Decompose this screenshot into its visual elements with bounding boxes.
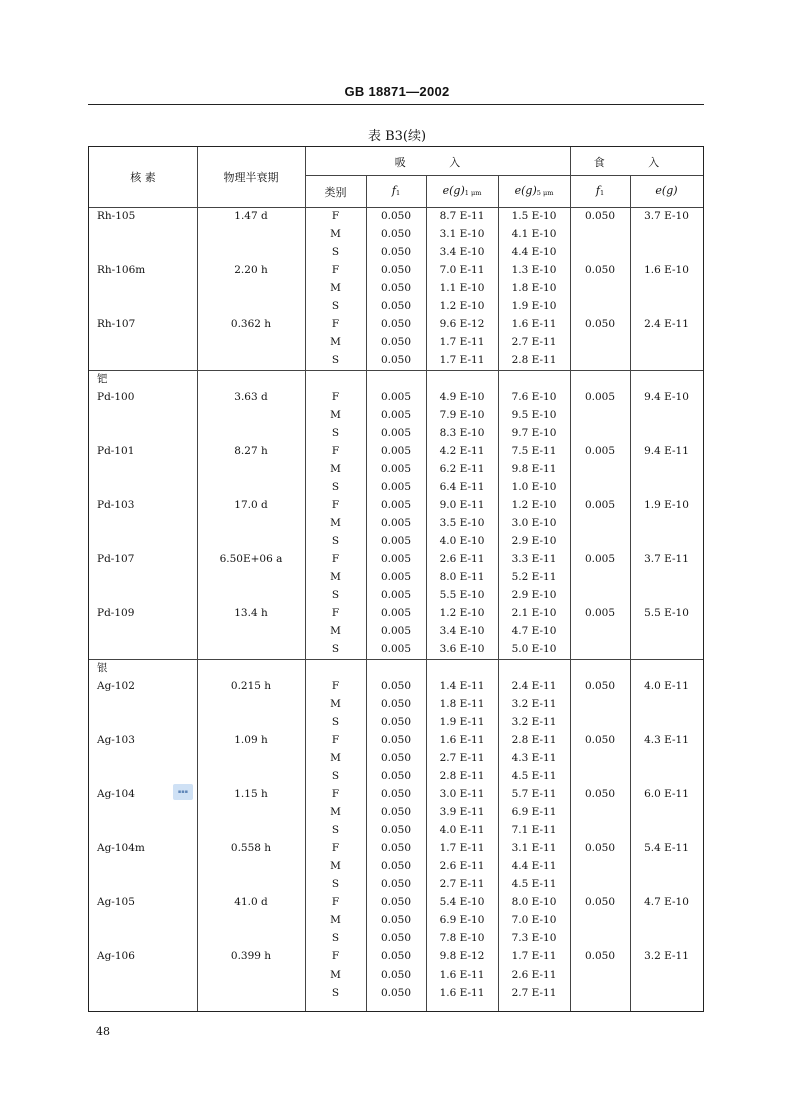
ingestion-f1-value: 0.050 [584,787,616,800]
ingestion-f1-value: 0.005 [584,498,616,511]
inhalation-f1-value: 0.005 [380,607,412,620]
absorption-category: M [330,228,341,241]
eg-1um-value: 1.1 E-10 [439,282,485,295]
eg-5um-value: 9.5 E-10 [511,408,557,421]
eg-1um-value: 3.4 E-10 [439,246,485,259]
inhalation-f1-value: 0.050 [380,715,412,728]
eg-5um-value: 2.9 E-10 [511,589,557,602]
eg-1um-value: 4.0 E-10 [439,535,485,548]
absorption-category: F [331,498,340,511]
inhalation-f1-value: 0.050 [380,878,412,891]
header-eg-5um: $e(g)_{5 \mu m}$ [514,184,554,197]
nuclide-name: Rh-106m [97,264,146,277]
ingestion-eg-value: 6.0 E-11 [644,787,689,800]
ingestion-f1-value: 0.050 [584,950,616,963]
absorption-category: F [331,842,340,855]
eg-5um-value: 7.5 E-11 [511,444,557,457]
absorption-category: S [331,932,340,945]
eg-1um-value: 1.8 E-11 [439,697,485,710]
absorption-category: S [331,769,340,782]
inhalation-f1-value: 0.005 [380,571,412,584]
group-divider [89,370,703,371]
absorption-category: F [331,553,340,566]
eg-5um-value: 4.5 E-11 [511,769,557,782]
ingestion-eg-value: 4.3 E-11 [644,733,689,746]
inhalation-f1-value: 0.050 [380,228,412,241]
ingestion-f1-value: 0.005 [584,390,616,403]
eg-5um-value: 5.2 E-11 [511,571,557,584]
header-rule [88,104,704,105]
eg-5um-value: 4.4 E-11 [511,860,557,873]
eg-1um-value: 8.3 E-10 [439,426,485,439]
inhalation-f1-value: 0.050 [380,246,412,259]
eg-1um-value: 1.7 E-11 [439,336,485,349]
half-life-value: 0.558 h [230,842,272,855]
inhalation-f1-value: 0.050 [380,210,412,222]
half-life-value: 8.27 h [234,444,268,457]
eg-5um-value: 7.0 E-10 [511,914,557,927]
half-life-value: 1.09 h [234,733,268,746]
ingestion-eg-value: 5.4 E-11 [644,842,689,855]
eg-1um-value: 9.6 E-12 [439,318,485,331]
absorption-category: F [331,733,340,746]
absorption-category: M [330,517,341,530]
absorption-category: M [330,408,341,421]
eg-1um-value: 7.8 E-10 [439,932,485,945]
ingestion-f1-value: 0.050 [584,210,616,222]
nuclide-name: Pd-101 [97,444,135,457]
eg-1um-value: 5.5 E-10 [439,589,485,602]
eg-1um-value: 1.6 E-11 [439,733,485,746]
inhalation-f1-value: 0.005 [380,462,412,475]
eg-1um-value: 3.4 E-10 [439,625,485,638]
inhalation-f1-value: 0.050 [380,733,412,746]
eg-5um-value: 5.0 E-10 [511,643,557,656]
absorption-category: M [330,860,341,873]
document-header: GB 18871—2002 [344,84,450,99]
header-ingestion: 食 入 [593,156,680,169]
inhalation-f1-value: 0.050 [380,950,412,963]
eg-1um-value: 3.9 E-11 [439,805,485,818]
half-life-value: 1.15 h [234,787,268,800]
eg-5um-value: 3.3 E-11 [511,553,557,566]
absorption-category: F [331,210,340,222]
inhalation-f1-value: 0.005 [380,589,412,602]
header-half-life: 物理半衰期 [223,171,279,184]
ingestion-eg-value: 1.6 E-10 [644,264,689,277]
eg-5um-value: 4.5 E-11 [511,878,557,891]
eg-1um-value: 4.2 E-11 [439,444,485,457]
nuclide-name: Ag-102 [97,679,135,692]
ingestion-eg-value: 3.7 E-11 [644,553,689,566]
page-number: 48 [96,1025,110,1038]
absorption-category: M [330,571,341,584]
inhalation-f1-value: 0.005 [380,426,412,439]
half-life-value: 2.20 h [234,264,268,277]
eg-1um-value: 3.0 E-11 [439,787,485,800]
nuclide-name: Rh-105 [97,210,136,222]
absorption-category: S [331,715,340,728]
eg-1um-value: 6.9 E-10 [439,914,485,927]
eg-1um-value: 4.9 E-10 [439,390,485,403]
inhalation-f1-value: 0.005 [380,498,412,511]
eg-1um-value: 9.8 E-12 [439,950,485,963]
eg-1um-value: 1.9 E-11 [439,715,485,728]
absorption-category: M [330,968,341,981]
absorption-category: S [331,643,340,656]
header-inhalation: 吸 入 [394,156,481,169]
inhalation-f1-value: 0.005 [380,643,412,656]
nuclide-name: Ag-103 [97,733,135,746]
ingestion-eg-value: 5.5 E-10 [644,607,689,620]
absorption-category: F [331,950,340,963]
ingestion-eg-value: 3.7 E-10 [644,210,689,222]
absorption-category: M [330,751,341,764]
element-group-label: 钯 [97,372,108,385]
eg-1um-value: 1.2 E-10 [439,607,485,620]
ingestion-f1-value: 0.050 [584,733,616,746]
eg-1um-value: 1.7 E-11 [439,354,485,367]
eg-5um-value: 3.2 E-11 [511,715,557,728]
inhalation-f1-value: 0.005 [380,535,412,548]
inhalation-f1-value: 0.050 [380,842,412,855]
header-f1: $f_1$ [391,184,401,197]
inhalation-f1-value: 0.050 [380,968,412,981]
eg-5um-value: 2.8 E-11 [511,354,557,367]
header-f1-ingestion: $f_1$ [595,184,605,197]
eg-1um-value: 2.6 E-11 [439,860,485,873]
half-life-value: 3.63 d [234,390,268,403]
inhalation-f1-value: 0.050 [380,932,412,945]
ingestion-f1-value: 0.050 [584,896,616,909]
inhalation-f1-value: 0.005 [380,390,412,403]
eg-5um-value: 1.8 E-10 [511,282,557,295]
absorption-category: S [331,246,340,259]
inhalation-f1-value: 0.050 [380,697,412,710]
nuclide-name: Pd-107 [97,553,135,566]
eg-1um-value: 1.7 E-11 [439,842,485,855]
eg-5um-value: 3.1 E-11 [511,842,557,855]
eg-1um-value: 1.6 E-11 [439,968,485,981]
eg-5um-value: 2.8 E-11 [511,733,557,746]
inhalation-f1-value: 0.050 [380,354,412,367]
inhalation-f1-value: 0.050 [380,914,412,927]
absorption-category: S [331,426,340,439]
absorption-category: S [331,300,340,313]
inhalation-f1-value: 0.050 [380,824,412,837]
ingestion-eg-value: 4.7 E-10 [644,896,689,909]
absorption-category: F [331,264,340,277]
absorption-category: S [331,589,340,602]
header-eg-ingestion: e(g) [655,184,678,197]
inhalation-f1-value: 0.050 [380,805,412,818]
eg-5um-value: 1.5 E-10 [511,210,557,222]
ingestion-eg-value: 9.4 E-10 [644,390,689,403]
nuclide-name: Ag-104 [97,787,135,800]
half-life-value: 0.215 h [230,679,272,692]
eg-1um-value: 3.1 E-10 [439,228,485,241]
nuclide-name: Ag-106 [97,950,135,963]
eg-5um-value: 6.9 E-11 [511,805,557,818]
absorption-category: F [331,896,340,909]
eg-1um-value: 3.6 E-10 [439,643,485,656]
header-sub-rule [305,175,703,176]
half-life-value: 1.47 d [234,210,268,222]
absorption-category: M [330,697,341,710]
inhalation-f1-value: 0.050 [380,769,412,782]
nuclide-name: Ag-105 [97,896,135,909]
inhalation-f1-value: 0.050 [380,787,412,800]
ingestion-eg-value: 3.2 E-11 [644,950,689,963]
eg-5um-value: 7.1 E-11 [511,824,557,837]
inhalation-f1-value: 0.005 [380,480,412,493]
ingestion-eg-value: 1.9 E-10 [644,498,689,511]
eg-5um-value: 4.7 E-10 [511,625,557,638]
inhalation-f1-value: 0.050 [380,679,412,692]
nuclide-name: Pd-109 [97,607,135,620]
absorption-category: M [330,625,341,638]
absorption-category: M [330,914,341,927]
inhalation-f1-value: 0.050 [380,896,412,909]
absorption-category: F [331,607,340,620]
eg-5um-value: 1.2 E-10 [511,498,557,511]
watermark-stamp: ▪▪▪ [173,784,193,800]
eg-5um-value: 8.0 E-10 [511,896,557,909]
inhalation-f1-value: 0.050 [380,751,412,764]
absorption-category: M [330,805,341,818]
eg-1um-value: 2.8 E-11 [439,769,485,782]
ingestion-eg-value: 2.4 E-11 [644,318,689,331]
eg-5um-value: 7.3 E-10 [511,932,557,945]
absorption-category: S [331,824,340,837]
eg-5um-value: 2.7 E-11 [511,336,557,349]
eg-1um-value: 1.6 E-11 [439,986,485,999]
eg-1um-value: 2.7 E-11 [439,751,485,764]
eg-5um-value: 2.4 E-11 [511,679,557,692]
absorption-category: S [331,354,340,367]
nuclide-name: Pd-103 [97,498,135,511]
eg-1um-value: 9.0 E-11 [439,498,485,511]
eg-1um-value: 3.5 E-10 [439,517,485,530]
element-group-label: 银 [97,661,108,674]
eg-1um-value: 7.9 E-10 [439,408,485,421]
eg-5um-value: 1.7 E-11 [511,950,557,963]
absorption-category: S [331,480,340,493]
eg-5um-value: 4.3 E-11 [511,751,557,764]
ingestion-f1-value: 0.050 [584,264,616,277]
absorption-category: M [330,282,341,295]
group-divider [89,659,703,660]
table-caption: 表 B3(续) [367,129,427,144]
eg-5um-value: 3.0 E-10 [511,517,557,530]
ingestion-f1-value: 0.050 [584,842,616,855]
inhalation-f1-value: 0.050 [380,860,412,873]
absorption-category: F [331,679,340,692]
eg-5um-value: 4.1 E-10 [511,228,557,241]
absorption-category: F [331,787,340,800]
eg-5um-value: 1.9 E-10 [511,300,557,313]
ingestion-f1-value: 0.005 [584,553,616,566]
nuclide-name: Ag-104m [97,842,145,855]
ingestion-f1-value: 0.050 [584,679,616,692]
dose-coefficient-table [88,146,704,1012]
ingestion-f1-value: 0.050 [584,318,616,331]
eg-5um-value: 1.3 E-10 [511,264,557,277]
eg-5um-value: 3.2 E-11 [511,697,557,710]
eg-1um-value: 2.6 E-11 [439,553,485,566]
eg-1um-value: 8.0 E-11 [439,571,485,584]
absorption-category: M [330,462,341,475]
col-divider [630,175,631,1011]
nuclide-name: Pd-100 [97,390,135,403]
nuclide-name: Rh-107 [97,318,136,331]
ingestion-f1-value: 0.005 [584,607,616,620]
half-life-value: 0.362 h [230,318,272,331]
absorption-category: F [331,390,340,403]
eg-5um-value: 9.7 E-10 [511,426,557,439]
eg-1um-value: 1.2 E-10 [439,300,485,313]
absorption-category: S [331,986,340,999]
inhalation-f1-value: 0.050 [380,318,412,331]
inhalation-f1-value: 0.005 [380,625,412,638]
eg-5um-value: 2.7 E-11 [511,986,557,999]
eg-1um-value: 5.4 E-10 [439,896,485,909]
eg-5um-value: 5.7 E-11 [511,787,557,800]
absorption-category: F [331,444,340,457]
inhalation-f1-value: 0.005 [380,444,412,457]
eg-1um-value: 8.7 E-11 [439,210,485,222]
inhalation-f1-value: 0.050 [380,300,412,313]
eg-1um-value: 6.2 E-11 [439,462,485,475]
header-nuclide: 核 素 [130,171,156,184]
ingestion-eg-value: 9.4 E-11 [644,444,689,457]
eg-1um-value: 7.0 E-11 [439,264,485,277]
absorption-category: M [330,336,341,349]
ingestion-eg-value: 4.0 E-11 [644,679,689,692]
half-life-value: 0.399 h [230,950,272,963]
inhalation-f1-value: 0.050 [380,282,412,295]
eg-5um-value: 1.0 E-10 [511,480,557,493]
eg-5um-value: 1.6 E-11 [511,318,557,331]
eg-1um-value: 6.4 E-11 [439,480,485,493]
eg-1um-value: 1.4 E-11 [439,679,485,692]
eg-5um-value: 2.6 E-11 [511,968,557,981]
header-eg-1um: $e(g)_{1 \mu m}$ [442,184,482,197]
absorption-category: F [331,318,340,331]
half-life-value: 6.50E+06 a [219,553,283,566]
eg-1um-value: 2.7 E-11 [439,878,485,891]
half-life-value: 41.0 d [234,896,268,909]
header-category: 类别 [324,186,347,199]
inhalation-f1-value: 0.050 [380,336,412,349]
eg-5um-value: 7.6 E-10 [511,390,557,403]
eg-5um-value: 2.9 E-10 [511,535,557,548]
eg-1um-value: 4.0 E-11 [439,824,485,837]
inhalation-f1-value: 0.005 [380,408,412,421]
eg-5um-value: 4.4 E-10 [511,246,557,259]
inhalation-f1-value: 0.050 [380,264,412,277]
absorption-category: S [331,878,340,891]
inhalation-f1-value: 0.050 [380,986,412,999]
eg-5um-value: 9.8 E-11 [511,462,557,475]
absorption-category: S [331,535,340,548]
half-life-value: 13.4 h [234,607,268,620]
eg-5um-value: 2.1 E-10 [511,607,557,620]
inhalation-f1-value: 0.005 [380,517,412,530]
ingestion-f1-value: 0.005 [584,444,616,457]
half-life-value: 17.0 d [234,498,268,511]
inhalation-f1-value: 0.005 [380,553,412,566]
